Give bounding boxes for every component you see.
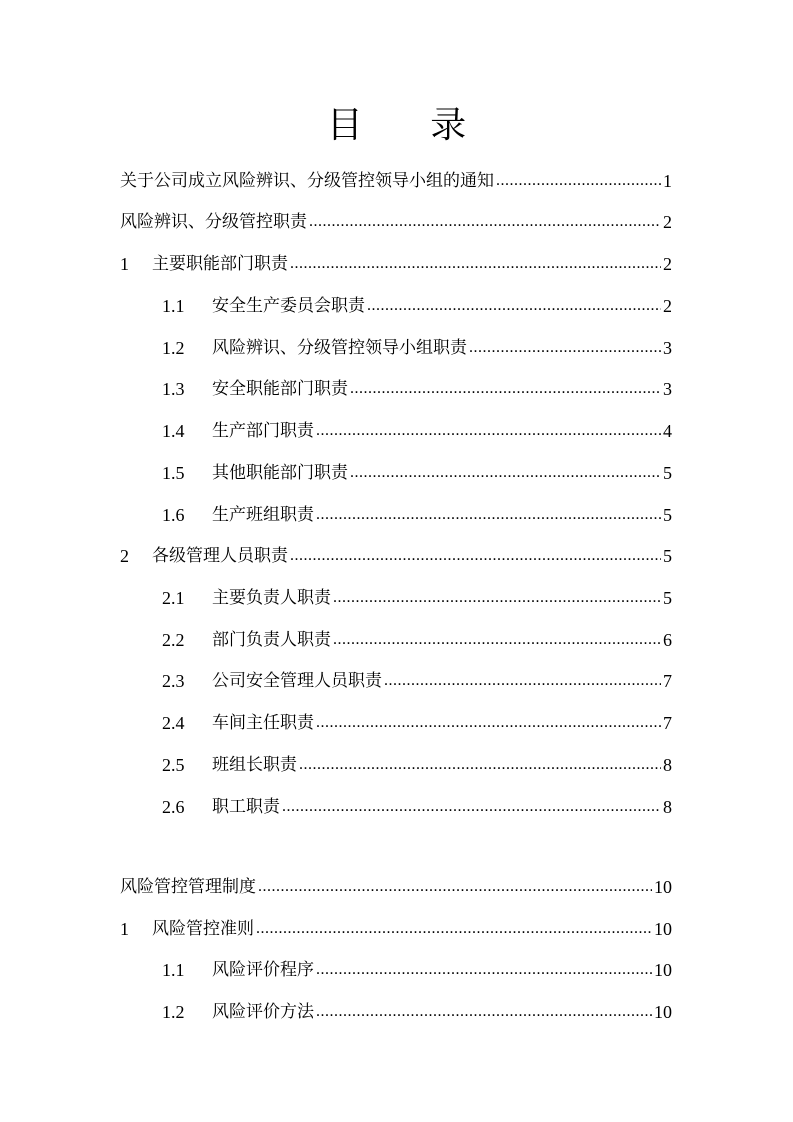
toc-entry[interactable] <box>162 794 672 820</box>
toc-entry-label: 风险管控管理制度 <box>120 877 256 897</box>
toc-entry-label: 主要职能部门职责 <box>152 254 288 274</box>
toc-entry[interactable] <box>162 293 672 319</box>
toc-entry[interactable] <box>120 209 672 235</box>
toc-entry-number: 2.1 <box>162 588 185 608</box>
toc-leader-dots <box>282 794 661 820</box>
toc-leader-dots <box>290 543 661 569</box>
toc-leader-dots <box>258 874 652 900</box>
toc-entry-label: 各级管理人员职责 <box>152 546 288 566</box>
toc-entry-label: 主要负责人职责 <box>212 588 331 608</box>
toc-entry-label: 公司安全管理人员职责 <box>212 671 382 691</box>
toc-entry-page: 8 <box>663 797 672 817</box>
toc-leader-dots <box>309 209 661 235</box>
toc-entry-number: 1.2 <box>162 338 185 358</box>
toc-entry[interactable] <box>162 627 672 653</box>
toc-entry[interactable] <box>162 376 672 402</box>
toc-entry-page: 3 <box>663 379 672 399</box>
toc-entry-label: 职工职责 <box>212 797 280 817</box>
toc-entry-number: 2.6 <box>162 797 185 817</box>
toc-entry-label: 安全生产委员会职责 <box>212 296 365 316</box>
toc-entry[interactable] <box>162 752 672 778</box>
toc-leader-dots <box>316 957 652 983</box>
toc-leader-dots <box>316 999 652 1025</box>
toc-entry[interactable] <box>162 502 672 528</box>
toc-entry[interactable] <box>162 335 672 361</box>
toc-entry[interactable] <box>162 460 672 486</box>
toc-entry-number: 1.4 <box>162 421 185 441</box>
toc-leader-dots <box>496 168 661 194</box>
toc-leader-dots <box>290 251 661 277</box>
toc-leader-dots <box>299 752 661 778</box>
toc-entry-label: 车间主任职责 <box>212 713 314 733</box>
toc-entry-number: 1.1 <box>162 960 185 980</box>
toc-entry-label: 关于公司成立风险辨识、分级管控领导小组的通知 <box>120 171 494 191</box>
toc-entry-label: 风险管控准则 <box>152 919 254 939</box>
toc-entry-page: 10 <box>654 877 672 897</box>
toc-leader-dots <box>333 585 661 611</box>
toc-entry[interactable] <box>120 168 672 194</box>
toc-entry-label: 部门负责人职责 <box>212 630 331 650</box>
toc-entry-label: 班组长职责 <box>212 755 297 775</box>
toc-entry-label: 其他职能部门职责 <box>212 463 348 483</box>
toc-leader-dots <box>367 293 661 319</box>
toc-entry-number: 1 <box>120 254 129 274</box>
toc-leader-dots <box>469 335 661 361</box>
toc-leader-dots <box>316 502 661 528</box>
toc-leader-dots <box>333 627 661 653</box>
toc-entry[interactable] <box>162 957 672 983</box>
toc-entry[interactable] <box>120 916 672 942</box>
toc-entry[interactable] <box>162 418 672 444</box>
toc-entry-number: 2.4 <box>162 713 185 733</box>
toc-entry-number: 2.5 <box>162 755 185 775</box>
toc-entry[interactable] <box>120 874 672 900</box>
page-title: 目 录 <box>326 105 495 146</box>
toc-entry-number: 1.1 <box>162 296 185 316</box>
toc-entry[interactable] <box>162 999 672 1025</box>
toc-entry-label: 风险评价程序 <box>212 960 314 980</box>
toc-entry-page: 10 <box>654 1002 672 1022</box>
toc-entry-page: 5 <box>663 463 672 483</box>
toc-entry-page: 5 <box>663 546 672 566</box>
toc-entry-page: 7 <box>663 713 672 733</box>
toc-entry-label: 风险辨识、分级管控职责 <box>120 212 307 232</box>
toc-entry[interactable] <box>162 710 672 736</box>
toc-entry-number: 1.5 <box>162 463 185 483</box>
toc-entry-number: 2 <box>120 546 129 566</box>
toc-entry-page: 4 <box>663 421 672 441</box>
toc-entry-label: 生产部门职责 <box>212 421 314 441</box>
toc-entry-number: 1.2 <box>162 1002 185 1022</box>
toc-entry-label: 生产班组职责 <box>212 505 314 525</box>
toc-entry-page: 6 <box>663 630 672 650</box>
toc-entry-page: 8 <box>663 755 672 775</box>
toc-entry-label: 风险评价方法 <box>212 1002 314 1022</box>
toc-entry-number: 2.3 <box>162 671 185 691</box>
toc-entry-page: 2 <box>663 296 672 316</box>
toc-entry-number: 1.3 <box>162 379 185 399</box>
toc-leader-dots <box>350 460 661 486</box>
toc-entry-page: 10 <box>654 919 672 939</box>
toc-entry[interactable] <box>162 668 672 694</box>
toc-entry-label: 安全职能部门职责 <box>212 379 348 399</box>
toc-entry[interactable] <box>120 543 672 569</box>
toc-entry-page: 7 <box>663 671 672 691</box>
toc-entry-page: 2 <box>663 254 672 274</box>
toc-entry-number: 1.6 <box>162 505 185 525</box>
toc-entry-label: 风险辨识、分级管控领导小组职责 <box>212 338 467 358</box>
toc-entry[interactable] <box>162 585 672 611</box>
toc-entry-number: 1 <box>120 919 129 939</box>
toc-entry-page: 3 <box>663 338 672 358</box>
toc-entry-page: 5 <box>663 505 672 525</box>
toc-leader-dots <box>384 668 661 694</box>
toc-entry[interactable] <box>120 251 672 277</box>
toc-entry-number: 2.2 <box>162 630 185 650</box>
toc-entry-page: 2 <box>663 212 672 232</box>
toc-leader-dots <box>316 418 661 444</box>
toc-entry-page: 1 <box>663 171 672 191</box>
toc-leader-dots <box>350 376 661 402</box>
toc-entry-page: 10 <box>654 960 672 980</box>
toc-entry-page: 5 <box>663 588 672 608</box>
toc-leader-dots <box>256 916 652 942</box>
toc-leader-dots <box>316 710 661 736</box>
